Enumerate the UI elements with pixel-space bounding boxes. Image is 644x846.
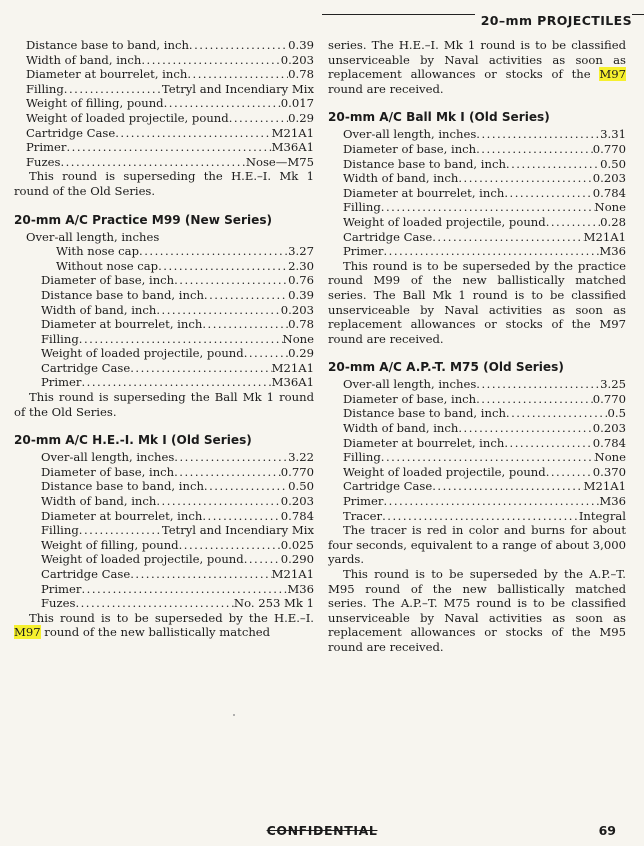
leader-dots bbox=[546, 215, 600, 230]
right-column bbox=[328, 38, 626, 655]
spec-label: Filling bbox=[343, 450, 381, 465]
spec-row bbox=[328, 244, 626, 259]
spec-value: 0.770 bbox=[592, 391, 626, 406]
leader-dots bbox=[79, 332, 283, 347]
practice-sub-specs bbox=[14, 244, 314, 273]
top-specs bbox=[14, 38, 314, 169]
running-head: 20–mm PROJECTILES bbox=[475, 13, 632, 28]
spec-row bbox=[14, 567, 314, 582]
spec-value: Nose—M75 bbox=[245, 154, 314, 169]
leader-dots bbox=[115, 126, 271, 141]
spec-row bbox=[14, 126, 314, 141]
practice-note: This round is superseding the Ball Mk 1 round of the Old Series. bbox=[14, 390, 314, 419]
spec-row bbox=[14, 332, 314, 347]
spec-row bbox=[14, 53, 314, 68]
spec-value: 2.30 bbox=[288, 258, 314, 273]
spec-label: Cartridge Case bbox=[41, 567, 131, 581]
spec-value: 3.22 bbox=[288, 450, 314, 465]
hei-note-text-end: round of the new ballistically matched bbox=[40, 625, 271, 640]
spec-row bbox=[14, 450, 314, 465]
spec-row bbox=[14, 375, 314, 390]
apt-note-2: This round is to be superseded by the A.P.–T. M95 round of the new ballistically matched series. The A.P.–T. M75 round is to be classified unserviceable by Naval activities as soon as replacement allowances or stocks of the M95 round are received. bbox=[328, 567, 626, 654]
spec-value: 0.78 bbox=[288, 317, 314, 332]
spec-row bbox=[328, 392, 626, 407]
spec-label: Over-all length, inches bbox=[41, 450, 175, 465]
spec-value: 0.017 bbox=[280, 96, 314, 111]
spec-row bbox=[14, 596, 314, 611]
spec-row bbox=[14, 155, 314, 170]
leader-dots bbox=[546, 465, 593, 480]
spec-row bbox=[14, 82, 314, 97]
leader-dots bbox=[504, 436, 592, 451]
spec-label: Weight of loaded projectile, pound bbox=[343, 214, 546, 229]
spec-label: Tracer bbox=[343, 508, 383, 523]
spec-row bbox=[328, 509, 626, 524]
spec-label: Filling bbox=[41, 523, 79, 538]
spec-value: 0.29 bbox=[288, 110, 314, 125]
leader-dots bbox=[141, 53, 280, 68]
leader-dots bbox=[204, 288, 288, 303]
spec-value: 0.290 bbox=[280, 552, 314, 567]
spec-label: Cartridge Case bbox=[26, 125, 116, 140]
leader-dots bbox=[174, 450, 288, 465]
spec-label: Diameter at bourrelet, inch bbox=[41, 317, 203, 332]
leader-dots bbox=[79, 523, 162, 538]
spec-value: 3.25 bbox=[600, 377, 626, 392]
spec-value: 0.50 bbox=[600, 156, 626, 171]
top-note: This round is superseding the H.E.–I. Mk 1 round of the Old Series. bbox=[14, 169, 314, 198]
spec-label: Cartridge Case bbox=[343, 229, 433, 244]
leader-dots bbox=[164, 96, 281, 111]
leader-dots bbox=[174, 273, 288, 288]
spec-row bbox=[328, 421, 626, 436]
spec-value: 0.025 bbox=[280, 537, 314, 552]
ball-heading: 20-mm A/C Ball Mk I (Old Series) bbox=[328, 110, 550, 125]
spec-value: 0.76 bbox=[288, 273, 314, 288]
spec-value: 0.39 bbox=[288, 38, 314, 52]
spec-row bbox=[328, 215, 626, 230]
spec-value: M21A1 bbox=[583, 479, 626, 494]
spec-label: Primer bbox=[41, 581, 82, 596]
leader-dots bbox=[158, 259, 288, 274]
leader-dots bbox=[506, 157, 600, 172]
leader-dots bbox=[75, 596, 233, 611]
hei-heading: 20-mm A/C H.E.-I. Mk I (Old Series) bbox=[14, 433, 252, 448]
spec-value: 0.78 bbox=[288, 67, 314, 82]
leader-dots bbox=[504, 186, 592, 201]
spec-label: Over-all length, inches bbox=[343, 377, 477, 392]
hei-note bbox=[14, 611, 314, 640]
spec-row bbox=[14, 479, 314, 494]
spec-value: 0.29 bbox=[288, 346, 314, 361]
leader-dots bbox=[458, 421, 592, 436]
spec-label: Primer bbox=[343, 244, 384, 259]
spec-row bbox=[14, 67, 314, 82]
leader-dots bbox=[244, 552, 281, 567]
spec-label: Weight of filling, pound bbox=[26, 96, 164, 111]
leader-dots bbox=[432, 230, 583, 245]
spec-label: Diameter at bourrelet, inch bbox=[343, 185, 505, 200]
leader-dots bbox=[382, 509, 579, 524]
spec-value: 0.370 bbox=[592, 464, 626, 479]
spec-label: Filling bbox=[41, 331, 79, 346]
spec-value: Integral bbox=[578, 508, 626, 523]
spec-row bbox=[14, 259, 314, 274]
leader-dots bbox=[81, 582, 287, 597]
header-rule bbox=[322, 13, 644, 28]
apt-specs bbox=[328, 377, 626, 523]
spec-value: M21A1 bbox=[583, 229, 626, 244]
spec-value: 3.31 bbox=[600, 127, 626, 142]
spec-label: Filling bbox=[26, 81, 64, 96]
leader-dots bbox=[458, 171, 592, 186]
leader-dots bbox=[244, 346, 288, 361]
spec-row bbox=[328, 230, 626, 245]
spec-value: None bbox=[594, 450, 626, 465]
spec-label: Weight of filling, pound bbox=[41, 537, 179, 552]
left-column bbox=[14, 38, 314, 640]
spec-label: Distance base to band, inch bbox=[343, 406, 506, 421]
spec-row bbox=[328, 157, 626, 172]
spec-row bbox=[14, 96, 314, 111]
leader-dots bbox=[202, 509, 280, 524]
spec-value: 0.39 bbox=[288, 287, 314, 302]
leader-dots bbox=[476, 377, 600, 392]
page-number: 69 bbox=[598, 823, 616, 838]
spec-value: None bbox=[594, 200, 626, 215]
spec-label: With nose cap bbox=[56, 244, 140, 259]
practice-specs bbox=[14, 273, 314, 390]
spec-row bbox=[14, 317, 314, 332]
spec-row bbox=[328, 186, 626, 201]
spec-label: Fuzes bbox=[26, 154, 61, 169]
leader-dots bbox=[66, 140, 271, 155]
spec-label: Diameter of base, inch bbox=[41, 273, 175, 288]
spec-label: Width of band, inch bbox=[41, 494, 157, 509]
spec-label: Weight of loaded projectile, pound bbox=[41, 346, 244, 361]
continuation-highlight: M97 bbox=[599, 67, 626, 82]
spec-row bbox=[328, 377, 626, 392]
spec-label: Cartridge Case bbox=[41, 360, 131, 375]
ball-note: This round is to be superseded by the practice round M99 of the new ballistically matched series. The Ball Mk 1 round is to be classified unserviceable by Naval activities as soon as replacement allowances or stocks of the M97 round are received. bbox=[328, 258, 626, 346]
apt-note-1: The tracer is red in color and burns for about four seconds, equivalent to a range of about 3,000 yards. bbox=[328, 523, 626, 567]
leader-dots bbox=[381, 200, 595, 215]
spec-value: 0.784 bbox=[592, 185, 626, 200]
spec-row bbox=[14, 523, 314, 538]
leader-dots bbox=[383, 244, 599, 259]
spec-row bbox=[328, 171, 626, 186]
spec-label: Distance base to band, inch bbox=[26, 38, 189, 52]
spec-label: Primer bbox=[41, 375, 82, 390]
spec-row bbox=[14, 288, 314, 303]
spec-label: Diameter at bourrelet, inch bbox=[343, 435, 505, 450]
leader-dots bbox=[64, 82, 162, 97]
spec-value: 0.203 bbox=[280, 52, 314, 67]
spec-label: Fuzes bbox=[41, 596, 76, 611]
spec-row bbox=[328, 465, 626, 480]
leader-dots bbox=[60, 155, 245, 170]
spec-row bbox=[14, 38, 314, 53]
ball-specs bbox=[328, 127, 626, 258]
spec-value: 0.784 bbox=[280, 508, 314, 523]
spec-label: Distance base to band, inch bbox=[41, 479, 204, 494]
leader-dots bbox=[476, 127, 600, 142]
spec-label: Diameter at bourrelet, inch bbox=[26, 67, 188, 82]
spec-label: Filling bbox=[343, 200, 381, 215]
spec-label: Primer bbox=[343, 494, 384, 509]
spec-label: Width of band, inch bbox=[41, 302, 157, 317]
spec-row bbox=[328, 494, 626, 509]
spec-label: Width of band, inch bbox=[343, 421, 459, 436]
spec-label: Cartridge Case bbox=[343, 479, 433, 494]
spec-row bbox=[14, 244, 314, 259]
leader-dots bbox=[383, 494, 599, 509]
spec-value: 0.50 bbox=[288, 479, 314, 494]
leader-dots bbox=[202, 317, 288, 332]
spec-value: M36A1 bbox=[271, 140, 314, 155]
spec-row bbox=[14, 111, 314, 126]
spec-value: M36A1 bbox=[271, 375, 314, 390]
spec-label: Weight of loaded projectile, pound bbox=[41, 552, 244, 567]
spec-label: Primer bbox=[26, 140, 67, 155]
spec-value: M21A1 bbox=[271, 125, 314, 140]
spec-row bbox=[328, 142, 626, 157]
leader-dots bbox=[381, 450, 595, 465]
spec-row bbox=[14, 494, 314, 509]
hei-specs bbox=[14, 450, 314, 611]
spec-value: No. 253 Mk 1 bbox=[233, 596, 314, 611]
spec-value: M21A1 bbox=[271, 360, 314, 375]
spec-label: Diameter of base, inch bbox=[41, 464, 175, 479]
spec-row bbox=[14, 582, 314, 597]
hei-note-highlight: M97 bbox=[14, 625, 41, 640]
leader-dots bbox=[130, 361, 271, 376]
leader-dots bbox=[187, 67, 288, 82]
spec-row bbox=[14, 346, 314, 361]
spec-row bbox=[14, 361, 314, 376]
spec-label: Over-all length, inches bbox=[343, 127, 477, 142]
spec-label: Diameter of base, inch bbox=[343, 141, 477, 156]
spec-value: 0.203 bbox=[280, 494, 314, 509]
spec-row bbox=[328, 450, 626, 465]
spec-value: 0.5 bbox=[607, 406, 626, 421]
spec-value: 0.784 bbox=[592, 435, 626, 450]
spec-value: M36 bbox=[287, 581, 314, 596]
spec-label: Width of band, inch bbox=[26, 52, 142, 67]
spec-value: M21A1 bbox=[271, 567, 314, 581]
spec-label: Weight of loaded projectile, pound bbox=[26, 110, 229, 125]
spec-row bbox=[14, 273, 314, 288]
spec-row bbox=[14, 140, 314, 155]
spec-value: 0.28 bbox=[600, 214, 626, 229]
spec-row bbox=[328, 436, 626, 451]
spec-value: 3.27 bbox=[288, 244, 314, 259]
leader-dots bbox=[189, 38, 288, 53]
spec-value: 0.770 bbox=[592, 141, 626, 156]
spec-value: Tetryl and Incendiary Mix bbox=[161, 81, 314, 96]
continuation-paragraph bbox=[328, 38, 626, 96]
leader-dots bbox=[229, 111, 288, 126]
spec-row bbox=[328, 479, 626, 494]
leader-dots bbox=[204, 479, 288, 494]
leader-dots bbox=[81, 375, 271, 390]
spec-row bbox=[14, 552, 314, 567]
leader-dots bbox=[139, 244, 288, 259]
continuation-text-end: round are received. bbox=[328, 81, 444, 96]
spec-row bbox=[328, 406, 626, 421]
spec-value: M36 bbox=[599, 494, 626, 509]
spec-value: None bbox=[282, 331, 314, 346]
practice-overall-label: Over-all length, inches bbox=[26, 229, 160, 244]
spec-row bbox=[14, 465, 314, 480]
spec-row bbox=[328, 200, 626, 215]
practice-heading: 20-mm A/C Practice M99 (New Series) bbox=[14, 212, 273, 227]
spec-value: 0.770 bbox=[280, 464, 314, 479]
hei-note-text: This round is to be superseded by the H.E.–I. bbox=[29, 610, 314, 625]
leader-dots bbox=[156, 303, 280, 318]
continuation-text: series. The H.E.–I. Mk 1 round is to be classified unserviceable by Naval activities as soon as replacement allowances or stocks of the bbox=[328, 38, 626, 82]
spec-label: Weight of loaded projectile, pound bbox=[343, 464, 546, 479]
leader-dots bbox=[506, 406, 608, 421]
spec-value: Tetryl and Incendiary Mix bbox=[161, 523, 314, 538]
spec-row bbox=[14, 303, 314, 318]
stray-mark bbox=[233, 714, 235, 716]
spec-label: Distance base to band, inch bbox=[343, 156, 506, 171]
spec-label: Diameter of base, inch bbox=[343, 391, 477, 406]
leader-dots bbox=[476, 142, 593, 157]
spec-row bbox=[14, 538, 314, 553]
spec-value: 0.203 bbox=[280, 302, 314, 317]
footer-classification: CONFIDENTIAL bbox=[266, 823, 378, 838]
spec-label: Diameter at bourrelet, inch bbox=[41, 508, 203, 523]
spec-label: Without nose cap bbox=[56, 258, 159, 273]
spec-row bbox=[14, 509, 314, 524]
leader-dots bbox=[130, 567, 271, 582]
leader-dots bbox=[156, 494, 280, 509]
apt-heading: 20-mm A/C A.P.-T. M75 (Old Series) bbox=[328, 360, 564, 375]
spec-value: 0.203 bbox=[592, 171, 626, 186]
spec-value: 0.203 bbox=[592, 421, 626, 436]
spec-value: M36 bbox=[599, 244, 626, 259]
leader-dots bbox=[432, 479, 583, 494]
spec-label: Width of band, inch bbox=[343, 171, 459, 186]
leader-dots bbox=[174, 465, 281, 480]
leader-dots bbox=[179, 538, 281, 553]
spec-label: Distance base to band, inch bbox=[41, 287, 204, 302]
spec-row bbox=[328, 127, 626, 142]
leader-dots bbox=[476, 392, 593, 407]
